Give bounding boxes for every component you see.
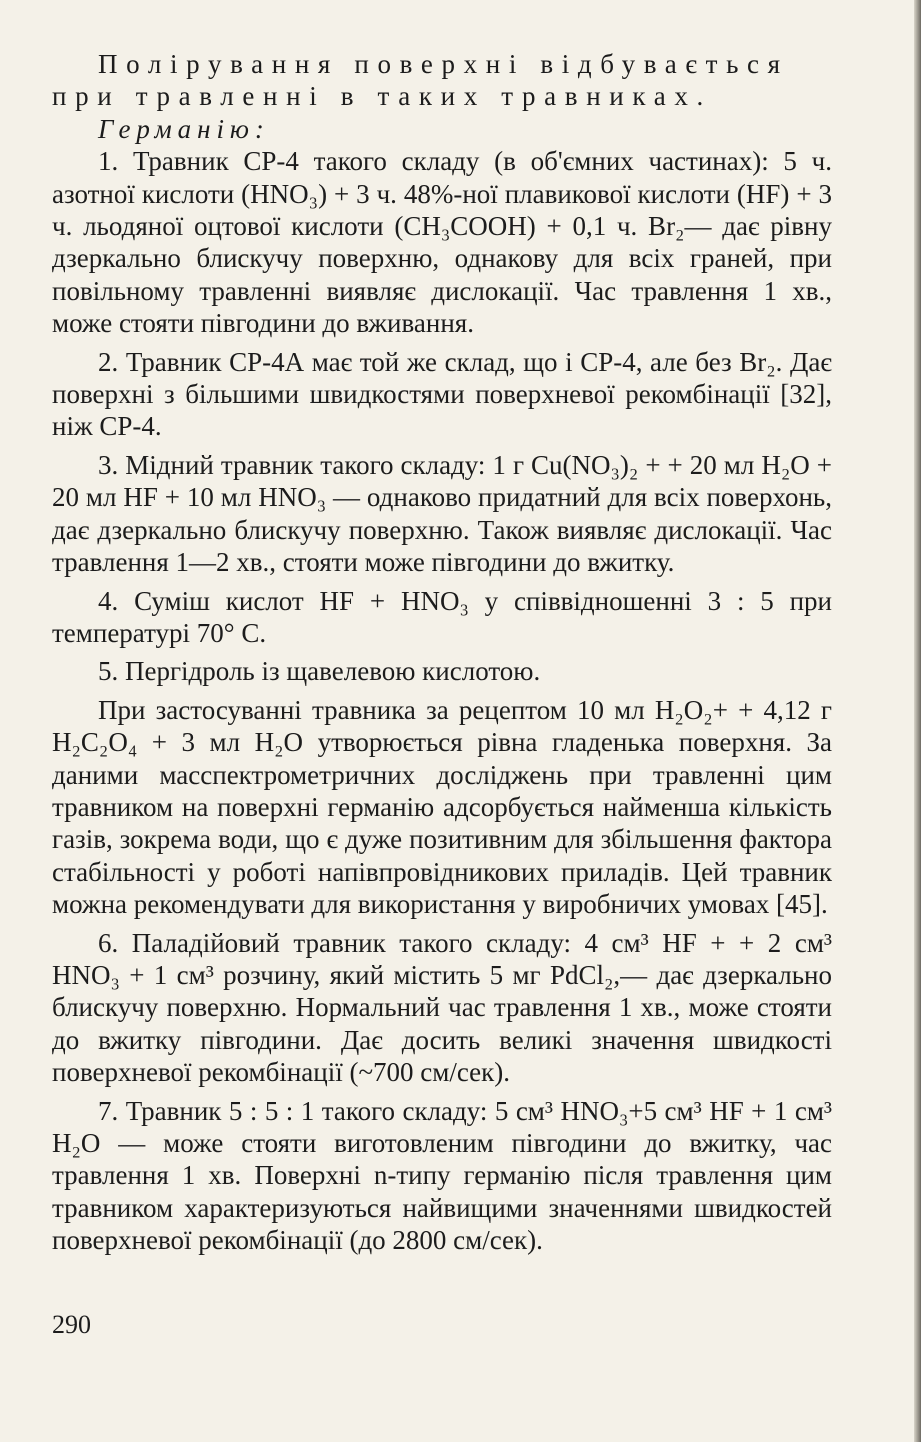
intro-line-2: при травленні в таких травниках. bbox=[52, 81, 712, 112]
intro-line-1: Полірування поверхні відбувається bbox=[98, 49, 789, 79]
page-number: 290 bbox=[52, 1310, 91, 1339]
list-item-5: 5. Пергідроль із щавелевою кислотою. bbox=[98, 656, 541, 687]
page-edge bbox=[914, 0, 921, 1442]
list-item-4: 4. Суміш кислот HF + HNO₃ у співвідношенні 3 : 5 при температурі 70° С. bbox=[52, 585, 832, 648]
list-item-1: 1. Травник СР-4 такого складу (в об'ємних частинах): 5 ч. азотної кислоти (HNO₃) + 3 ч. 48%-ної плавикової кислоти (HF) + 3 ч. льодяної оцтової кислоти (CH₃COOH) + 0,1 ч. Br₂— дає рівну дзеркально блискучу поверхню, однакову для всіх граней, при повільному травленні виявляє дислокації. Час травлення 1 хв., може стояти півгодини до вживання. bbox=[52, 146, 832, 339]
list-item-7: 7. Травник 5 : 5 : 1 такого складу: 5 см³ HNO₃+5 см³ HF + 1 см³ H₂O — може стояти виготовленим півгодини до вжитку, час травлення 1 хв. Поверхні n-типу германію після травлення цим травником характеризуються найвищими значеннями швидкостей поверхневої рекомбінації (до 2800 см/сек). bbox=[52, 1095, 832, 1256]
list-item-2: 2. Травник СР-4А має той же склад, що і СР-4, але без Br₂. Дає поверхні з більшими швидкостями поверхневої рекомбінації [32], ніж СР-4. bbox=[52, 346, 832, 442]
list-item-6: 6. Паладійовий травник такого складу: 4 см³ HF + + 2 см³ HNO₃ + 1 см³ розчину, який містить 5 мг PdCl₂,— дає дзеркально блискучу поверхню. Нормальний час травлення 1 хв., може стояти до вжитку півгодини. Дає досить великі значення швидкості поверхневої рекомбінації (~700 см/сек). bbox=[52, 927, 832, 1088]
section-heading: Германію: bbox=[98, 113, 270, 144]
body-paragraph: При застосуванні травника за рецептом 10 мл H₂O₂+ + 4,12 г H₂C₂O₄ + 3 мл H₂O утворюється рівна гладенька поверхня. За даними масспектрометричних досліджень при травленні цим травником на поверхні германію адсорбується найменша кількість газів, зокрема води, що є дуже позитивним для збільшення фактора стабільності у роботі напівпровідникових приладів. Цей травник можна рекомендувати для використання у виробничих умовах [45]. bbox=[52, 694, 832, 920]
list-item-3: 3. Мідний травник такого складу: 1 г Cu(NO₃)₂ + + 20 мл H₂O + 20 мл HF + 10 мл HNO₃ — однаково придатний для всіх поверхонь, дає дзеркально блискучу поверхню. Також виявляє дислокації. Час травлення 1—2 хв., стояти може півгодини до вжитку. bbox=[52, 449, 832, 578]
page-text bbox=[52, 48, 832, 1257]
